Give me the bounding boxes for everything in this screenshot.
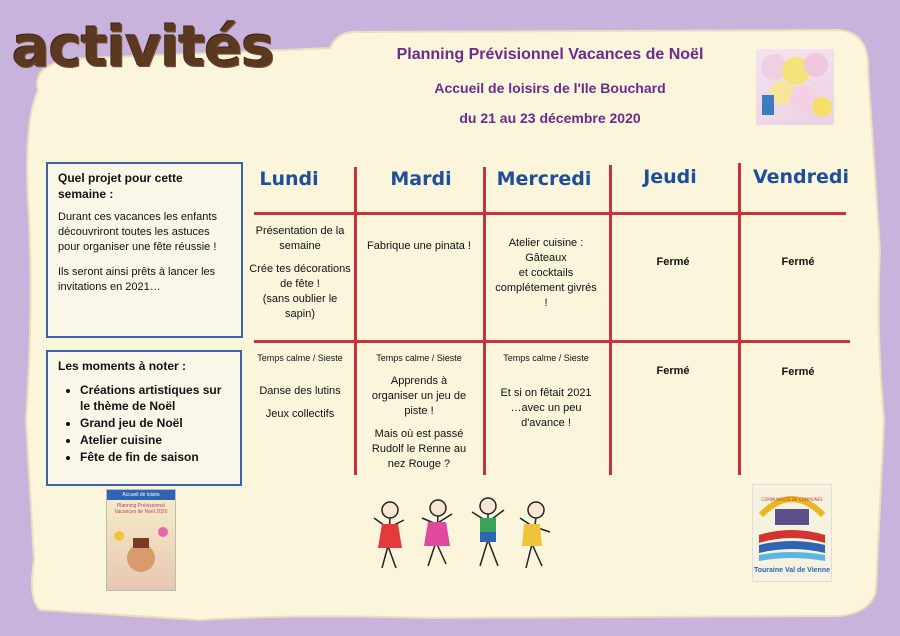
page-subtitle: Accueil de loisirs de l'Ile Bouchard [434, 80, 666, 96]
list-item: • Fête de fin de saison [80, 449, 230, 465]
page-dates: du 21 au 23 décembre 2020 [459, 110, 641, 126]
day-header-mardi: Mardi [390, 168, 452, 190]
dancing-children-illustration [360, 488, 560, 588]
activity-text: Crée tes décorations de fête ! [249, 263, 351, 290]
moments-box [46, 350, 242, 486]
morning-mercredi [494, 236, 598, 311]
grid-line [254, 212, 846, 215]
project-para-2: Ils seront ainsi prêts à lancer les invitations en 2021… [58, 266, 216, 293]
poster-art [107, 518, 175, 578]
activity-text: Danse des lutins [259, 385, 341, 397]
activity-text: Atelier cuisine : [508, 237, 584, 249]
ccv-arc-text: COMMUNAUTÉ DE COMMUNES [761, 497, 823, 502]
activity-text: Présentation de la semaine [255, 225, 345, 252]
project-para-1: Durant ces vacances les enfants découvriront toutes les astuces pour organiser une fête réussie ! [58, 211, 217, 253]
page-title: Planning Prévisionnel Vacances de Noël [396, 46, 704, 63]
moments-list [58, 382, 230, 465]
afternoon-mercredi [494, 351, 598, 439]
project-title: Quel projet pour cette semaine : [58, 171, 183, 201]
afternoon-vendredi: Fermé [781, 366, 815, 378]
grid-line [254, 340, 850, 343]
activity-text: Jeux collectifs [265, 408, 335, 420]
activity-text: Mais où est passé Rudolf le Renne au nez Rouge ? [371, 428, 467, 470]
afternoon-jeudi: Fermé [656, 365, 690, 377]
program-poster-thumbnail [106, 489, 176, 591]
balloons-photo [756, 49, 834, 125]
poster-header-text: Accueil de loisirs [107, 490, 175, 500]
morning-vendredi: Fermé [781, 256, 815, 268]
activity-text: (sans oublier le sapin) [262, 293, 338, 320]
project-box [46, 162, 243, 338]
activity-text: Gâteaux [525, 252, 567, 264]
afternoon-mardi [367, 351, 471, 480]
rest-time-label: Temps calme / Sieste [503, 353, 589, 363]
afternoon-lundi [248, 351, 352, 430]
communaute-de-communes-logo [752, 484, 832, 582]
list-item: • Atelier cuisine [80, 432, 230, 448]
list-item: • Grand jeu de Noël [80, 415, 230, 431]
activity-text: et cocktails complétement givrés ! [495, 267, 597, 309]
rest-time-label: Temps calme / Sieste [376, 353, 462, 363]
morning-mardi: Fabrique une pinata ! [367, 240, 471, 252]
activity-text: Et si on fêtait 2021 …avec un peu d'avance ! [500, 387, 592, 429]
poster-title-text: Planning Prévisionnel Vacances de Noël 2020 [114, 503, 168, 515]
rest-time-label: Temps calme / Sieste [257, 353, 343, 363]
day-header-lundi: Lundi [259, 168, 319, 190]
activity-text: Apprends à organiser un jeu de piste ! [371, 375, 467, 417]
moments-title: Les moments à noter : [58, 359, 187, 373]
day-header-vendredi: Vendredi [752, 166, 850, 188]
morning-lundi [248, 224, 352, 330]
grid-line [738, 163, 741, 475]
activites-logo: activités [12, 15, 274, 80]
day-header-jeudi: Jeudi [643, 166, 697, 188]
ccv-logo-text: Touraine Val de Vienne [754, 567, 830, 574]
day-header-mercredi: Mercredi [496, 168, 592, 190]
morning-jeudi: Fermé [656, 256, 690, 268]
list-item: • Créations artistiques sur le thème de Noël [80, 382, 230, 414]
